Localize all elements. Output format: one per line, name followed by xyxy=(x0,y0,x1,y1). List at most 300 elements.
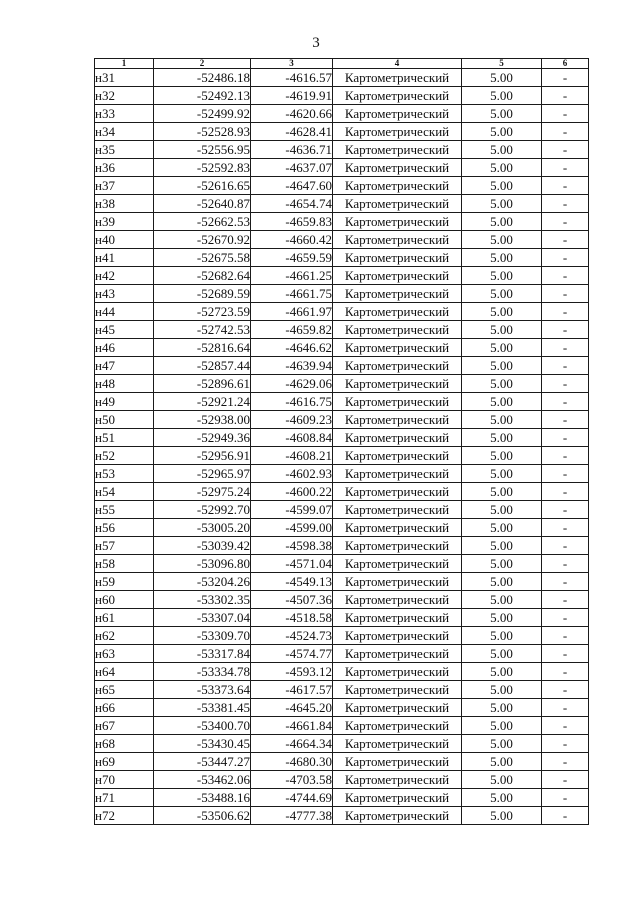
cell-notes: - xyxy=(542,123,589,141)
table-row xyxy=(95,339,589,357)
cell-x-coordinate: -53334.78 xyxy=(154,663,251,681)
cell-accuracy: 5.00 xyxy=(462,609,542,627)
cell-x-coordinate: -52956.91 xyxy=(154,447,251,465)
cell-method: Картометрический xyxy=(333,249,462,267)
cell-y-coordinate: -4637.07 xyxy=(251,159,333,177)
table-row xyxy=(95,753,589,771)
cell-y-coordinate: -4599.07 xyxy=(251,501,333,519)
cell-method: Картометрический xyxy=(333,357,462,375)
cell-y-coordinate: -4600.22 xyxy=(251,483,333,501)
cell-y-coordinate: -4660.42 xyxy=(251,231,333,249)
cell-y-coordinate: -4659.59 xyxy=(251,249,333,267)
table-row xyxy=(95,411,589,429)
cell-accuracy: 5.00 xyxy=(462,555,542,573)
cell-x-coordinate: -52592.83 xyxy=(154,159,251,177)
cell-notes: - xyxy=(542,195,589,213)
cell-point-id: н70 xyxy=(95,771,154,789)
cell-method: Картометрический xyxy=(333,519,462,537)
cell-notes: - xyxy=(542,573,589,591)
cell-accuracy: 5.00 xyxy=(462,807,542,825)
table-row xyxy=(95,249,589,267)
cell-method: Картометрический xyxy=(333,159,462,177)
cell-accuracy: 5.00 xyxy=(462,519,542,537)
cell-notes: - xyxy=(542,141,589,159)
cell-method: Картометрический xyxy=(333,483,462,501)
cell-method: Картометрический xyxy=(333,645,462,663)
cell-notes: - xyxy=(542,339,589,357)
cell-point-id: н52 xyxy=(95,447,154,465)
cell-x-coordinate: -53381.45 xyxy=(154,699,251,717)
cell-x-coordinate: -53317.84 xyxy=(154,645,251,663)
cell-method: Картометрический xyxy=(333,735,462,753)
cell-method: Картометрический xyxy=(333,753,462,771)
cell-notes: - xyxy=(542,555,589,573)
cell-notes: - xyxy=(542,393,589,411)
cell-y-coordinate: -4617.57 xyxy=(251,681,333,699)
cell-x-coordinate: -52528.93 xyxy=(154,123,251,141)
table-row xyxy=(95,717,589,735)
table-row xyxy=(95,699,589,717)
cell-x-coordinate: -53309.70 xyxy=(154,627,251,645)
cell-method: Картометрический xyxy=(333,87,462,105)
table-row xyxy=(95,465,589,483)
cell-method: Картометрический xyxy=(333,177,462,195)
cell-notes: - xyxy=(542,411,589,429)
cell-notes: - xyxy=(542,267,589,285)
cell-y-coordinate: -4680.30 xyxy=(251,753,333,771)
cell-accuracy: 5.00 xyxy=(462,501,542,519)
cell-accuracy: 5.00 xyxy=(462,339,542,357)
cell-x-coordinate: -52992.70 xyxy=(154,501,251,519)
cell-notes: - xyxy=(542,375,589,393)
table-row xyxy=(95,555,589,573)
cell-notes: - xyxy=(542,663,589,681)
cell-notes: - xyxy=(542,735,589,753)
cell-method: Картометрический xyxy=(333,447,462,465)
cell-accuracy: 5.00 xyxy=(462,177,542,195)
cell-accuracy: 5.00 xyxy=(462,303,542,321)
cell-x-coordinate: -53488.16 xyxy=(154,789,251,807)
cell-accuracy: 5.00 xyxy=(462,213,542,231)
cell-accuracy: 5.00 xyxy=(462,195,542,213)
cell-notes: - xyxy=(542,627,589,645)
cell-notes: - xyxy=(542,501,589,519)
cell-point-id: н37 xyxy=(95,177,154,195)
cell-point-id: н55 xyxy=(95,501,154,519)
cell-x-coordinate: -52640.87 xyxy=(154,195,251,213)
table-row xyxy=(95,285,589,303)
cell-y-coordinate: -4661.97 xyxy=(251,303,333,321)
cell-y-coordinate: -4574.77 xyxy=(251,645,333,663)
cell-y-coordinate: -4518.58 xyxy=(251,609,333,627)
cell-point-id: н50 xyxy=(95,411,154,429)
table-row xyxy=(95,609,589,627)
table-row xyxy=(95,519,589,537)
cell-y-coordinate: -4616.57 xyxy=(251,69,333,87)
cell-y-coordinate: -4659.82 xyxy=(251,321,333,339)
cell-method: Картометрический xyxy=(333,429,462,447)
column-header-notes: 6 xyxy=(542,59,589,69)
cell-y-coordinate: -4620.66 xyxy=(251,105,333,123)
cell-accuracy: 5.00 xyxy=(462,717,542,735)
cell-x-coordinate: -52689.59 xyxy=(154,285,251,303)
cell-point-id: н68 xyxy=(95,735,154,753)
cell-point-id: н64 xyxy=(95,663,154,681)
table-row xyxy=(95,447,589,465)
cell-method: Картометрический xyxy=(333,411,462,429)
cell-method: Картометрический xyxy=(333,555,462,573)
cell-x-coordinate: -52921.24 xyxy=(154,393,251,411)
cell-y-coordinate: -4524.73 xyxy=(251,627,333,645)
cell-notes: - xyxy=(542,69,589,87)
cell-method: Картометрический xyxy=(333,591,462,609)
cell-accuracy: 5.00 xyxy=(462,447,542,465)
cell-x-coordinate: -53096.80 xyxy=(154,555,251,573)
cell-x-coordinate: -53373.64 xyxy=(154,681,251,699)
cell-y-coordinate: -4664.34 xyxy=(251,735,333,753)
table-row xyxy=(95,159,589,177)
cell-point-id: н60 xyxy=(95,591,154,609)
cell-notes: - xyxy=(542,699,589,717)
cell-accuracy: 5.00 xyxy=(462,537,542,555)
column-header-point: 1 xyxy=(95,59,154,69)
cell-notes: - xyxy=(542,249,589,267)
cell-x-coordinate: -52670.92 xyxy=(154,231,251,249)
cell-notes: - xyxy=(542,483,589,501)
cell-x-coordinate: -52975.24 xyxy=(154,483,251,501)
cell-y-coordinate: -4629.06 xyxy=(251,375,333,393)
coordinates-table xyxy=(94,58,589,825)
table-row xyxy=(95,663,589,681)
cell-point-id: н44 xyxy=(95,303,154,321)
cell-method: Картометрический xyxy=(333,789,462,807)
cell-y-coordinate: -4608.21 xyxy=(251,447,333,465)
table-row xyxy=(95,483,589,501)
cell-method: Картометрический xyxy=(333,321,462,339)
cell-notes: - xyxy=(542,807,589,825)
cell-accuracy: 5.00 xyxy=(462,285,542,303)
table-row xyxy=(95,645,589,663)
cell-notes: - xyxy=(542,159,589,177)
cell-point-id: н72 xyxy=(95,807,154,825)
cell-point-id: н39 xyxy=(95,213,154,231)
cell-notes: - xyxy=(542,681,589,699)
cell-accuracy: 5.00 xyxy=(462,321,542,339)
cell-accuracy: 5.00 xyxy=(462,645,542,663)
cell-notes: - xyxy=(542,753,589,771)
cell-y-coordinate: -4616.75 xyxy=(251,393,333,411)
cell-x-coordinate: -52742.53 xyxy=(154,321,251,339)
table-header xyxy=(95,59,589,69)
cell-x-coordinate: -52816.64 xyxy=(154,339,251,357)
cell-x-coordinate: -53204.26 xyxy=(154,573,251,591)
cell-method: Картометрический xyxy=(333,627,462,645)
cell-method: Картометрический xyxy=(333,231,462,249)
cell-notes: - xyxy=(542,519,589,537)
cell-notes: - xyxy=(542,87,589,105)
cell-x-coordinate: -53506.62 xyxy=(154,807,251,825)
cell-accuracy: 5.00 xyxy=(462,663,542,681)
cell-point-id: н36 xyxy=(95,159,154,177)
cell-point-id: н62 xyxy=(95,627,154,645)
table-row xyxy=(95,213,589,231)
cell-y-coordinate: -4646.62 xyxy=(251,339,333,357)
cell-y-coordinate: -4549.13 xyxy=(251,573,333,591)
cell-accuracy: 5.00 xyxy=(462,411,542,429)
cell-point-id: н66 xyxy=(95,699,154,717)
cell-notes: - xyxy=(542,213,589,231)
cell-x-coordinate: -52675.58 xyxy=(154,249,251,267)
cell-x-coordinate: -52662.53 xyxy=(154,213,251,231)
table-row xyxy=(95,177,589,195)
cell-y-coordinate: -4628.41 xyxy=(251,123,333,141)
cell-x-coordinate: -52857.44 xyxy=(154,357,251,375)
table-body xyxy=(95,69,589,825)
cell-notes: - xyxy=(542,717,589,735)
cell-method: Картометрический xyxy=(333,501,462,519)
cell-accuracy: 5.00 xyxy=(462,105,542,123)
cell-accuracy: 5.00 xyxy=(462,69,542,87)
cell-point-id: н53 xyxy=(95,465,154,483)
cell-accuracy: 5.00 xyxy=(462,249,542,267)
cell-y-coordinate: -4599.00 xyxy=(251,519,333,537)
cell-method: Картометрический xyxy=(333,69,462,87)
cell-point-id: н69 xyxy=(95,753,154,771)
cell-method: Картометрический xyxy=(333,717,462,735)
cell-notes: - xyxy=(542,285,589,303)
cell-method: Картометрический xyxy=(333,573,462,591)
column-header-y: 3 xyxy=(251,59,333,69)
cell-point-id: н71 xyxy=(95,789,154,807)
cell-notes: - xyxy=(542,537,589,555)
cell-x-coordinate: -53005.20 xyxy=(154,519,251,537)
cell-y-coordinate: -4602.93 xyxy=(251,465,333,483)
table-row xyxy=(95,627,589,645)
cell-y-coordinate: -4598.38 xyxy=(251,537,333,555)
cell-point-id: н47 xyxy=(95,357,154,375)
table-row xyxy=(95,267,589,285)
cell-accuracy: 5.00 xyxy=(462,159,542,177)
cell-point-id: н57 xyxy=(95,537,154,555)
table-row xyxy=(95,789,589,807)
cell-accuracy: 5.00 xyxy=(462,123,542,141)
table-row xyxy=(95,771,589,789)
cell-x-coordinate: -52616.65 xyxy=(154,177,251,195)
cell-accuracy: 5.00 xyxy=(462,393,542,411)
cell-point-id: н42 xyxy=(95,267,154,285)
cell-notes: - xyxy=(542,105,589,123)
cell-accuracy: 5.00 xyxy=(462,771,542,789)
cell-point-id: н67 xyxy=(95,717,154,735)
cell-point-id: н34 xyxy=(95,123,154,141)
cell-method: Картометрический xyxy=(333,699,462,717)
cell-method: Картометрический xyxy=(333,609,462,627)
cell-method: Картометрический xyxy=(333,105,462,123)
table-row xyxy=(95,105,589,123)
cell-method: Картометрический xyxy=(333,771,462,789)
cell-x-coordinate: -53462.06 xyxy=(154,771,251,789)
cell-notes: - xyxy=(542,465,589,483)
cell-x-coordinate: -52896.61 xyxy=(154,375,251,393)
cell-method: Картометрический xyxy=(333,123,462,141)
table-row xyxy=(95,87,589,105)
cell-y-coordinate: -4647.60 xyxy=(251,177,333,195)
cell-x-coordinate: -52938.00 xyxy=(154,411,251,429)
cell-x-coordinate: -53400.70 xyxy=(154,717,251,735)
cell-accuracy: 5.00 xyxy=(462,735,542,753)
cell-point-id: н43 xyxy=(95,285,154,303)
cell-y-coordinate: -4619.91 xyxy=(251,87,333,105)
cell-accuracy: 5.00 xyxy=(462,231,542,249)
cell-notes: - xyxy=(542,429,589,447)
cell-accuracy: 5.00 xyxy=(462,789,542,807)
cell-accuracy: 5.00 xyxy=(462,357,542,375)
cell-accuracy: 5.00 xyxy=(462,465,542,483)
cell-method: Картометрический xyxy=(333,303,462,321)
table-row xyxy=(95,195,589,213)
cell-y-coordinate: -4654.74 xyxy=(251,195,333,213)
table-row xyxy=(95,681,589,699)
cell-notes: - xyxy=(542,447,589,465)
column-header-accuracy: 5 xyxy=(462,59,542,69)
cell-x-coordinate: -52682.64 xyxy=(154,267,251,285)
page-number: 3 xyxy=(312,35,320,51)
cell-x-coordinate: -52486.18 xyxy=(154,69,251,87)
table-row xyxy=(95,231,589,249)
table-row xyxy=(95,375,589,393)
cell-notes: - xyxy=(542,591,589,609)
cell-point-id: н59 xyxy=(95,573,154,591)
cell-accuracy: 5.00 xyxy=(462,375,542,393)
cell-point-id: н32 xyxy=(95,87,154,105)
cell-notes: - xyxy=(542,177,589,195)
table-row xyxy=(95,501,589,519)
cell-point-id: н63 xyxy=(95,645,154,663)
cell-y-coordinate: -4507.36 xyxy=(251,591,333,609)
cell-y-coordinate: -4744.69 xyxy=(251,789,333,807)
cell-point-id: н56 xyxy=(95,519,154,537)
cell-accuracy: 5.00 xyxy=(462,681,542,699)
cell-method: Картометрический xyxy=(333,267,462,285)
cell-notes: - xyxy=(542,645,589,663)
cell-x-coordinate: -53307.04 xyxy=(154,609,251,627)
cell-y-coordinate: -4639.94 xyxy=(251,357,333,375)
cell-method: Картометрический xyxy=(333,663,462,681)
cell-x-coordinate: -52499.92 xyxy=(154,105,251,123)
cell-x-coordinate: -52556.95 xyxy=(154,141,251,159)
cell-y-coordinate: -4661.75 xyxy=(251,285,333,303)
column-header-x: 2 xyxy=(154,59,251,69)
table-row xyxy=(95,123,589,141)
cell-x-coordinate: -53447.27 xyxy=(154,753,251,771)
cell-method: Картометрический xyxy=(333,375,462,393)
cell-method: Картометрический xyxy=(333,465,462,483)
cell-point-id: н58 xyxy=(95,555,154,573)
cell-y-coordinate: -4571.04 xyxy=(251,555,333,573)
cell-point-id: н38 xyxy=(95,195,154,213)
cell-method: Картометрический xyxy=(333,195,462,213)
cell-method: Картометрический xyxy=(333,807,462,825)
cell-y-coordinate: -4645.20 xyxy=(251,699,333,717)
table-row xyxy=(95,573,589,591)
cell-method: Картометрический xyxy=(333,141,462,159)
cell-x-coordinate: -52723.59 xyxy=(154,303,251,321)
table-row xyxy=(95,141,589,159)
cell-x-coordinate: -53039.42 xyxy=(154,537,251,555)
cell-notes: - xyxy=(542,771,589,789)
cell-notes: - xyxy=(542,231,589,249)
cell-accuracy: 5.00 xyxy=(462,573,542,591)
cell-point-id: н40 xyxy=(95,231,154,249)
cell-accuracy: 5.00 xyxy=(462,627,542,645)
table-row xyxy=(95,303,589,321)
cell-method: Картометрический xyxy=(333,285,462,303)
cell-point-id: н33 xyxy=(95,105,154,123)
cell-x-coordinate: -52949.36 xyxy=(154,429,251,447)
column-header-method: 4 xyxy=(333,59,462,69)
cell-point-id: н61 xyxy=(95,609,154,627)
cell-point-id: н51 xyxy=(95,429,154,447)
cell-y-coordinate: -4608.84 xyxy=(251,429,333,447)
cell-accuracy: 5.00 xyxy=(462,87,542,105)
cell-point-id: н45 xyxy=(95,321,154,339)
cell-notes: - xyxy=(542,303,589,321)
table-row xyxy=(95,393,589,411)
cell-x-coordinate: -52492.13 xyxy=(154,87,251,105)
table-row xyxy=(95,357,589,375)
cell-point-id: н48 xyxy=(95,375,154,393)
cell-accuracy: 5.00 xyxy=(462,267,542,285)
cell-accuracy: 5.00 xyxy=(462,483,542,501)
cell-accuracy: 5.00 xyxy=(462,591,542,609)
cell-accuracy: 5.00 xyxy=(462,753,542,771)
cell-point-id: н31 xyxy=(95,69,154,87)
cell-y-coordinate: -4609.23 xyxy=(251,411,333,429)
header-row xyxy=(95,59,589,69)
cell-accuracy: 5.00 xyxy=(462,141,542,159)
cell-y-coordinate: -4659.83 xyxy=(251,213,333,231)
cell-point-id: н41 xyxy=(95,249,154,267)
cell-y-coordinate: -4661.84 xyxy=(251,717,333,735)
cell-x-coordinate: -52965.97 xyxy=(154,465,251,483)
cell-notes: - xyxy=(542,357,589,375)
cell-accuracy: 5.00 xyxy=(462,429,542,447)
cell-x-coordinate: -53430.45 xyxy=(154,735,251,753)
cell-method: Картометрический xyxy=(333,681,462,699)
cell-y-coordinate: -4661.25 xyxy=(251,267,333,285)
table-row xyxy=(95,735,589,753)
cell-notes: - xyxy=(542,609,589,627)
cell-point-id: н49 xyxy=(95,393,154,411)
cell-point-id: н46 xyxy=(95,339,154,357)
cell-point-id: н35 xyxy=(95,141,154,159)
cell-y-coordinate: -4593.12 xyxy=(251,663,333,681)
cell-point-id: н65 xyxy=(95,681,154,699)
cell-y-coordinate: -4703.58 xyxy=(251,771,333,789)
cell-notes: - xyxy=(542,789,589,807)
cell-method: Картометрический xyxy=(333,537,462,555)
cell-accuracy: 5.00 xyxy=(462,699,542,717)
cell-y-coordinate: -4777.38 xyxy=(251,807,333,825)
cell-method: Картометрический xyxy=(333,213,462,231)
table-row xyxy=(95,807,589,825)
table-row xyxy=(95,321,589,339)
cell-y-coordinate: -4636.71 xyxy=(251,141,333,159)
table-row xyxy=(95,69,589,87)
table-row xyxy=(95,429,589,447)
cell-point-id: н54 xyxy=(95,483,154,501)
cell-x-coordinate: -53302.35 xyxy=(154,591,251,609)
